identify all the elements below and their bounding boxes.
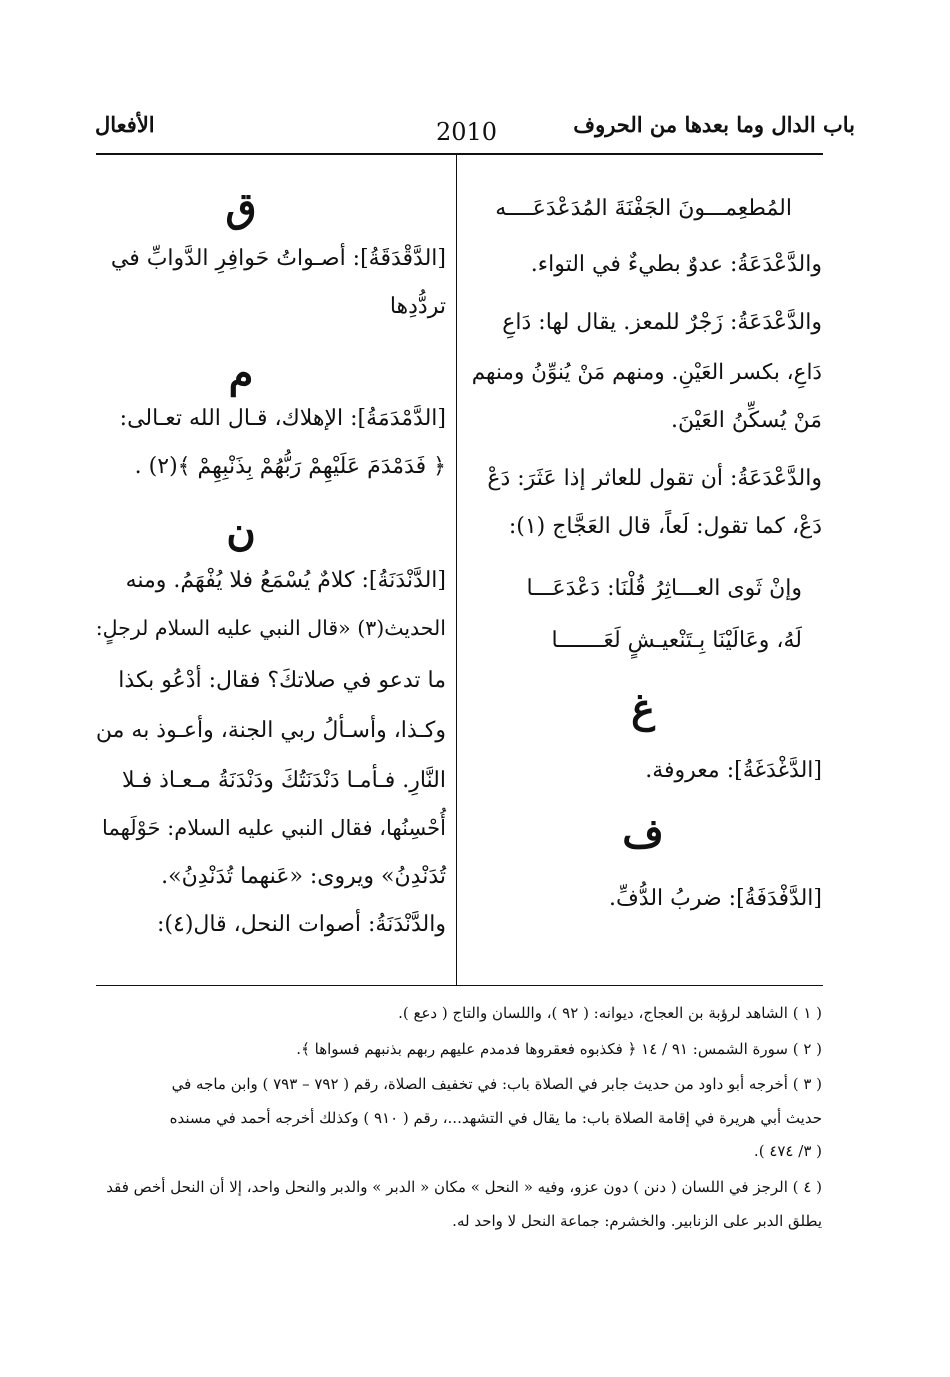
- entry-line: ما تدعو في صلاتكَ؟ فقال: أدْعُو بكذا: [118, 668, 446, 693]
- footnote-3-cont: حديث أبي هريرة في إقامة الصلاة باب: ما يقال في التشهد...، رقم ( ٩١٠ ) وكذلك أخرجه أحمد في مسنده: [169, 1109, 822, 1127]
- entry-line: [الدَّقْدَقَةُ]: أصـواتُ حَوافِرِ الدَّوابِّ في: [110, 246, 446, 271]
- section-letter-ghain: غ: [631, 685, 655, 732]
- verse-line: لَهُ، وعَالَيْنَا بِـتَنْعيـشٍ لَعَـــــــا: [551, 628, 802, 653]
- section-letter-nun: ن: [226, 508, 256, 555]
- page-number: 2010: [436, 118, 498, 146]
- section-letter-mim: م: [228, 350, 254, 397]
- entry-line: والدَّعْدَعَةُ: زَجْرٌ للمعز. يقال لها: دَاعِ: [502, 310, 822, 335]
- entry-line: دَعْ، كما تقول: لَعاً، قال العَجَّاج (١):: [508, 514, 822, 539]
- entry-line: والدَّعْدَعَةُ: أن تقول للعاثر إذا عَثَرَ: دَعْ: [487, 466, 822, 491]
- header-rule: [96, 153, 823, 155]
- footnote-1: ( ١ ) الشاهد لرؤبة بن العجاج، ديوانه: ( ٩٢ )، واللسان والتاج ( دعع ).: [398, 1004, 822, 1022]
- footnote-3: ( ٣ ) أخرجه أبو داود من حديث جابر في الصلاة باب: في تخفيف الصلاة، رقم ( ٧٩٢ – ٧٩٣ ) وابن ماجه في: [171, 1075, 822, 1093]
- entry-line: والدَّنْدَنَةُ: أصوات النحل، قال(٤):: [157, 912, 446, 937]
- entry-line: الحديث(٣) «قال النبي عليه السلام لرجلٍ:: [95, 616, 446, 640]
- entry-line: دَاعِ، بكسر العَيْنِ. ومنهم مَنْ يُنوِّنُ ومنهم: [471, 360, 822, 385]
- entry-line: تُدَنْدِنُ» ويروى: «عَنهما تُدَنْدِنُ».: [161, 864, 446, 889]
- section-letter-qaf: ق: [225, 184, 257, 231]
- entry-line: [الدَّنْدَنَةُ]: كلامٌ يُسْمَعُ فلا يُفْهَمُ. ومنه: [125, 568, 446, 593]
- entry-line: النَّارِ. فـأمـا دَنْدَنَتُكَ ودَنْدَنَةُ مـعـاذ فـلا: [122, 768, 446, 793]
- running-head-section: الأفعال: [95, 112, 155, 137]
- entry-line: [الدَّفْدَفَةُ]: ضربُ الدُّفِّ.: [609, 886, 822, 911]
- entry-line: مَنْ يُسكِّنُ العَيْنَ.: [671, 408, 822, 433]
- verse-line: وإنْ ثَوى العـــاثِرُ قُلْنَا: دَعْدَعَـــا: [526, 576, 802, 601]
- footnote-3-cont: ( ٣/ ٤٧٤ ).: [753, 1142, 822, 1160]
- entry-line: تردُّدِها: [389, 294, 446, 319]
- entry-line: والدَّعْدَعَةُ: عدوٌ بطيءٌ في التواء.: [530, 252, 822, 277]
- footnote-2: ( ٢ ) سورة الشمس: ٩١ / ١٤ ﴿ فكذبوه فعقروها فدمدم عليهم ربهم بذنبهم فسواها ﴾.: [296, 1040, 822, 1058]
- column-divider: [456, 155, 457, 985]
- running-head-chapter: باب الدال وما بعدها من الحروف: [573, 112, 855, 137]
- footnote-4: ( ٤ ) الرجز في اللسان ( دنن ) دون عزو، وفيه « النحل » مكان « الدبر » والدبر والنحل واحد، إلا أن النحل أخص فقد: [106, 1178, 822, 1196]
- quran-verse: ﴿ فَدَمْدَمَ عَلَيْهِمْ رَبُّهُمْ بِذَنْبِهِمْ ﴾(٢) .: [134, 454, 446, 479]
- entry-line: وكـذا، وأسـألُ ربي الجنة، وأعـوذ به من: [95, 718, 446, 743]
- entry-line: [الدَّغْدَغَةُ]: معروفة.: [645, 758, 822, 783]
- section-letter-fa: ف: [622, 810, 664, 857]
- entry-line: أُحْسِنُها، فقال النبي عليه السلام: حَوْلَهما: [102, 816, 446, 840]
- footnote-4-cont: يطلق الدبر على الزنابير. والخشرم: جماعة النحل لا واحد له.: [452, 1212, 822, 1230]
- entry-line: [الدَّمْدَمَةُ]: الإهلاك، قـال الله تعـالى:: [119, 406, 446, 431]
- footnote-rule: [96, 985, 823, 986]
- verse-line: المُطعِمـــونَ الجَفْنَةَ المُدَعْدَعَــــه: [495, 196, 792, 221]
